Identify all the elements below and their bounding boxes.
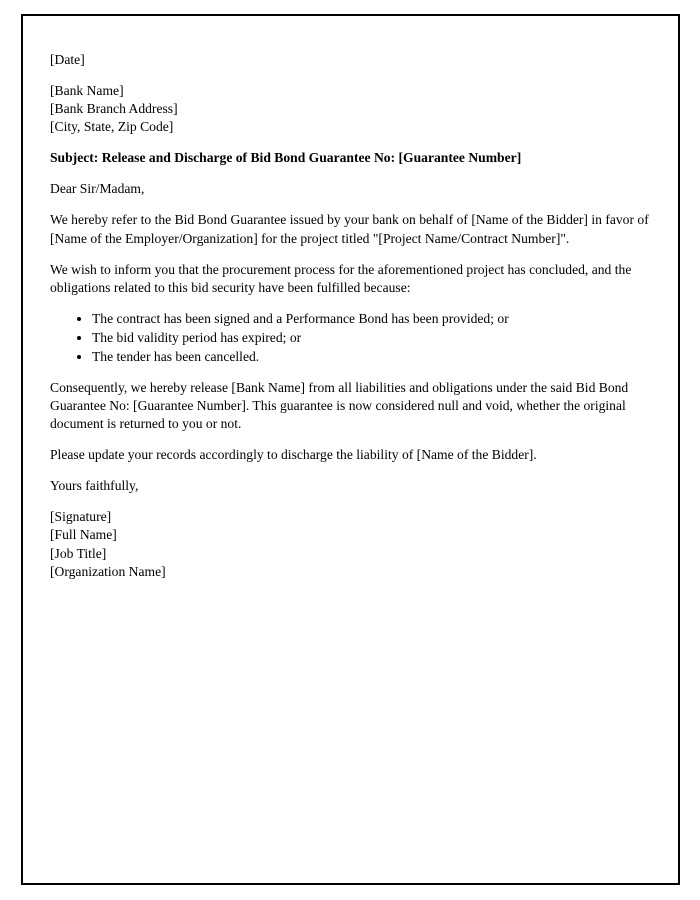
closing-line: Yours faithfully, — [50, 478, 139, 494]
recipient-bank-name: [Bank Name] — [50, 83, 124, 99]
signer-full-name: [Full Name] — [50, 527, 117, 543]
signature-placeholder: [Signature] — [50, 509, 112, 525]
salutation: Dear Sir/Madam, — [50, 181, 145, 197]
subject-line: Subject: Release and Discharge of Bid Bond Guarantee No: [Guarantee Number] — [50, 150, 522, 166]
recipient-branch-address: [Bank Branch Address] — [50, 101, 178, 117]
list-item: • The contract has been signed and a Performance Bond has been provided; or — [92, 310, 651, 328]
list-item: • The bid validity period has expired; or — [92, 329, 651, 347]
paragraph-notification: We wish to inform you that the procurement process for the aforementioned project has concluded, and the obligations related to this bid security have been fulfilled because: — [50, 261, 632, 295]
paragraph-reference: We hereby refer to the Bid Bond Guarantee issued by your bank on behalf of [Name of the Bidder] in favor of [Name of the Employer/Organization] for the project titled "[Project Name/Contract Number]". — [50, 212, 649, 246]
date-line: [Date] — [50, 52, 85, 67]
paragraph-update-records: Please update your records accordingly to discharge the liability of [Name of the Bidder]. — [50, 447, 537, 463]
recipient-city-state-zip: [City, State, Zip Code] — [50, 119, 174, 135]
letter-page — [21, 14, 680, 885]
list-item: • The tender has been cancelled. — [92, 348, 651, 366]
letter-body — [50, 51, 651, 581]
signer-organization: [Organization Name] — [50, 563, 166, 579]
paragraph-release: Consequently, we hereby release [Bank Name] from all liabilities and obligations under the said Bid Bond Guarantee No: [Guarantee Number]. This guarantee is now considered null and void, whether the original document is returned to you or not. — [50, 380, 629, 432]
fulfillment-reasons-list — [50, 310, 651, 366]
recipient-address-block — [50, 82, 651, 136]
signature-block — [50, 508, 651, 580]
signer-job-title: [Job Title] — [50, 545, 107, 561]
